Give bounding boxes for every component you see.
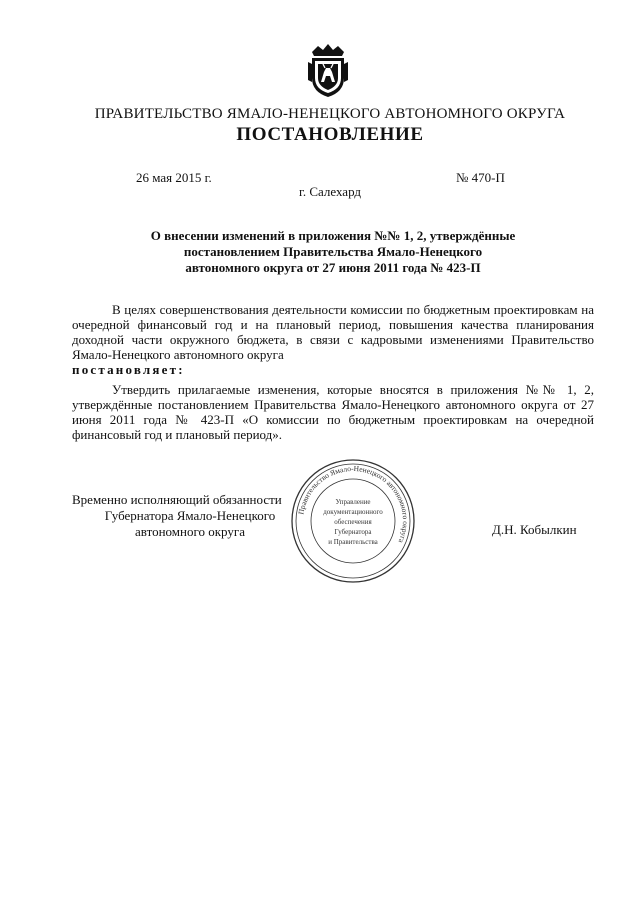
signatory-line: автономного округа (135, 524, 245, 539)
signatory-line: Временно исполняющий обязанности (72, 492, 282, 507)
coat-of-arms-icon (306, 42, 350, 98)
stamp-inner-text: Управление (335, 498, 371, 506)
document-date: 26 мая 2015 г. (136, 170, 212, 185)
document-number: № 470-П (456, 170, 505, 185)
stamp-inner-text: документационного (323, 508, 383, 516)
stamp-inner-text: обеспечения (334, 518, 372, 526)
document-type: ПОСТАНОВЛЕНИЕ (236, 124, 424, 145)
subject-line: автономного округа от 27 июня 2011 года № 423-П (185, 260, 481, 275)
stamp-inner-text: и Правительства (328, 538, 378, 546)
decree-word: постановляет: (72, 362, 185, 377)
government-title: ПРАВИТЕЛЬСТВО ЯМАЛО-НЕНЕЦКОГО АВТОНОМНОГО ОКРУГА (94, 106, 566, 122)
body-paragraph: Утвердить прилагаемые изменения, которые вносятся в приложения №№ 1, 2, утверждённые постановлением Правительства Ямало-Ненецкого автономного округа от 27 июня 2011 года № 423-П «О комиссии по бюджетным проектировкам на очередной финансовый год и плановый период». (72, 382, 594, 442)
subject-line: О внесении изменений в приложения №№ 1, 2, утверждённые (150, 228, 516, 243)
subject-line: постановлением Правительства Ямало-Ненецкого (183, 244, 483, 259)
body-paragraph: В целях совершенствования деятельности комиссии по бюджетным проектировкам на очередной финансовый год и на плановый период, повышения качества планирования доходной части окружного бюджета, в связи с кадровыми изменениями Правительство Ямало-Ненецкого автономного округа (72, 302, 594, 362)
stamp-ring-text: Правительство Ямало-Ненецкого автономного округа (296, 463, 411, 545)
signatory-name: Д.Н. Кобылкин (492, 522, 577, 537)
official-stamp (290, 458, 416, 584)
document-subject (100, 228, 566, 276)
document-city: г. Салехард (298, 184, 362, 199)
signatory-position (72, 492, 308, 540)
stamp-inner-text: Губернатора (334, 528, 372, 536)
signatory-line: Губернатора Ямало-Ненецкого (104, 508, 276, 523)
